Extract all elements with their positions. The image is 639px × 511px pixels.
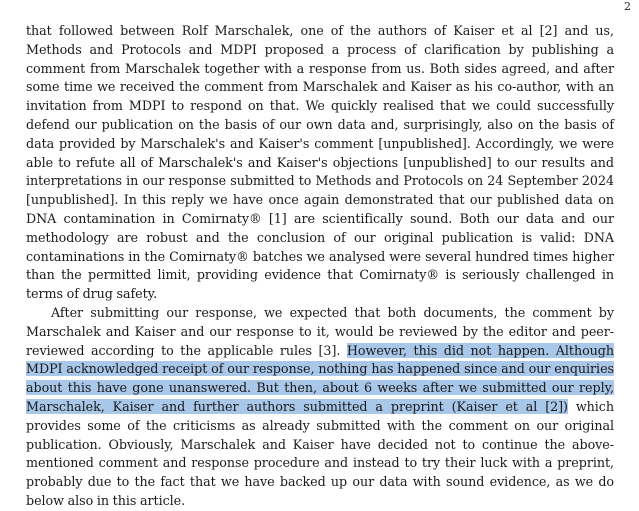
paragraph-2-text-after-highlight: which provides some of the criticisms as already submitted with the comment on our original publication. Obviously, Marschalek and Kaiser have decided not to continue the above-mentioned comment and response procedure and instead to try their luck with a preprint, probably due to the fact that we have backed up our data with sound evidence, as we do below also in this article.: [26, 398, 614, 508]
paragraph-1: that followed between Rolf Marschalek, one of the authors of Kaiser et al [2] and us, Methods and Protocols and MDPI proposed a process of clarification by publishing a comment from Marschalek together with a response from us. Both sides agreed, and after some time we received the comment from Marschalek and Kaiser as his co-author, with an invitation from MDPI to respond on that. We quickly realised that we could successfully defend our publication on the basis of our own data and, surprisingly, also on the basis of data provided by Marschalek's and Kaiser's comment [unpublished]. Accordingly, we were able to refute all of Marschalek's and Kaiser's objections [unpublished] to our results and interpretations in our response submitted to Methods and Protocols on 24 September 2024 [unpublished]. In this reply we have once again demonstrated that our published data on DNA contamination in Comirnaty® [1] are scientifically sound. Both our data and our methodology are robust and the conclusion of our original publication is valid: DNA contaminations in the Comirnaty® batches we analysed were several hundred times higher than the permitted limit, providing evidence that Comirnaty® is seriously challenged in terms of drug safety.: [26, 23, 614, 302]
paragraph-2-text-before-highlight: After submitting our response, we expected that both documents, the comment by Marschalek and Kaiser and our response to it, would be reviewed by the editor and peer-reviewed according to the applicable rules [3].: [26, 304, 614, 358]
page-number: 2: [624, 0, 631, 13]
paragraph-2: [26, 304, 614, 511]
document-body: [26, 22, 614, 511]
highlighted-text-selection[interactable]: However, this did not happen. Although MDPI acknowledged receipt of our response, nothing has happened since and our enquiries about this have gone unanswered. But then, about 6 weeks after we submitted our reply, Marschalek, Kaiser and further authors submitted a preprint (Kaiser et al [2]): [26, 342, 614, 414]
